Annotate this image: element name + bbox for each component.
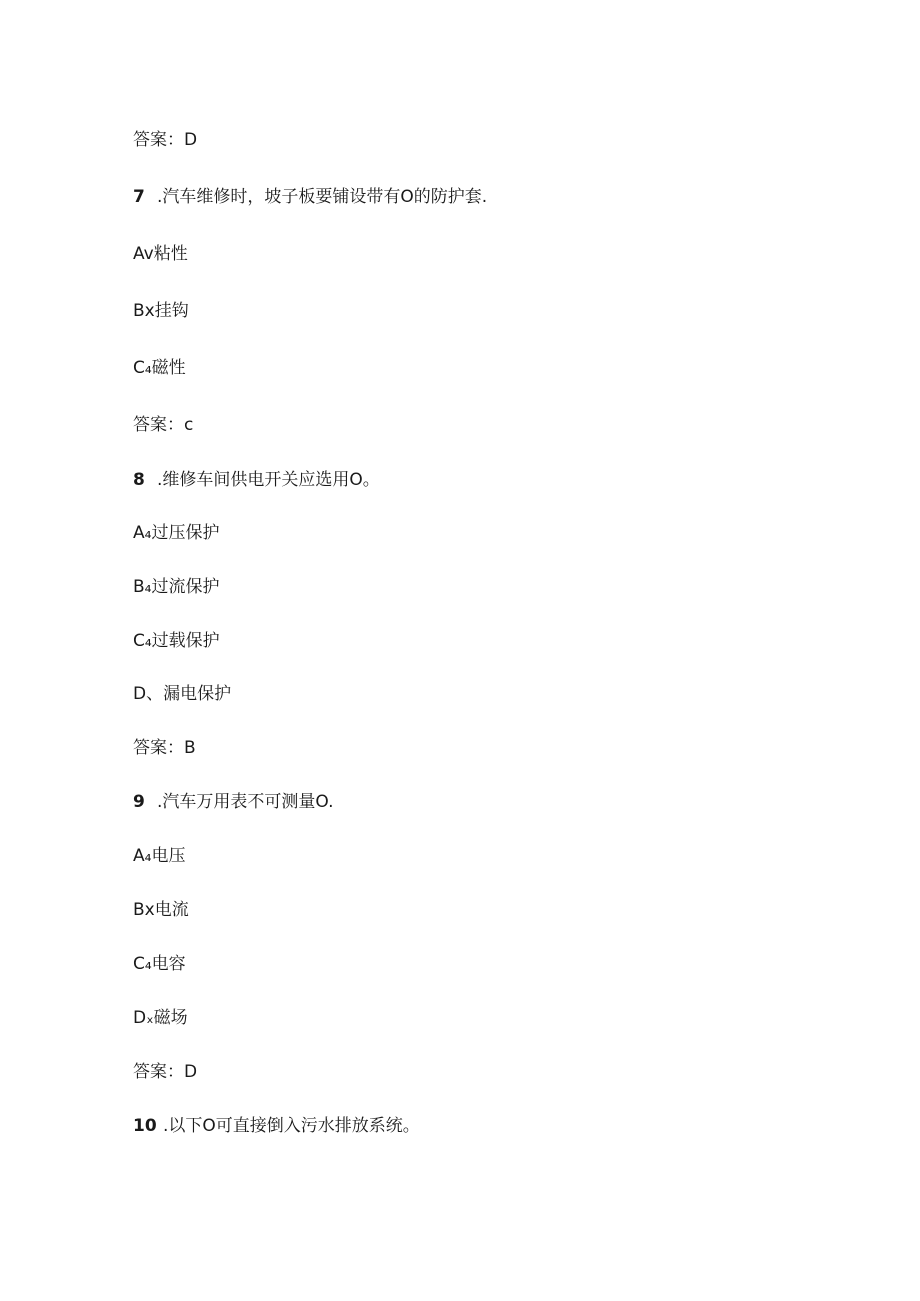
question-10	[133, 1115, 420, 1137]
option-b: B₄过流保护	[133, 577, 220, 597]
question-number: 9	[133, 792, 145, 812]
answer-line: 答案：c	[133, 415, 194, 435]
answer-line: 答案：B	[133, 738, 196, 758]
option-b: Bx电流	[133, 900, 189, 920]
option-c: C₄磁性	[133, 358, 186, 378]
question-text: .维修车间供电开关应选用O。	[157, 470, 380, 490]
question-8	[133, 469, 380, 491]
option-b: Bx挂钩	[133, 301, 189, 321]
option-d: D、漏电保护	[133, 684, 232, 704]
option-c: C₄过载保护	[133, 631, 220, 651]
question-number: 10	[133, 1116, 157, 1136]
answer-line: 答案：D	[133, 1062, 198, 1082]
question-number: 7	[133, 187, 145, 207]
option-a: A₄过压保护	[133, 523, 220, 543]
option-c: C₄电容	[133, 954, 186, 974]
question-text: .汽车维修时，坡子板要铺设带有O的防护套.	[157, 187, 488, 207]
option-a: Av粘性	[133, 244, 188, 264]
question-number: 8	[133, 470, 145, 490]
question-7	[133, 186, 487, 208]
question-9	[133, 791, 334, 813]
option-d: Dₓ磁场	[133, 1008, 188, 1028]
option-a: A₄电压	[133, 846, 186, 866]
question-text: .以下O可直接倒入污水排放系统。	[163, 1116, 420, 1136]
question-text: .汽车万用表不可测量O.	[157, 792, 334, 812]
answer-line: 答案：D	[133, 130, 198, 150]
